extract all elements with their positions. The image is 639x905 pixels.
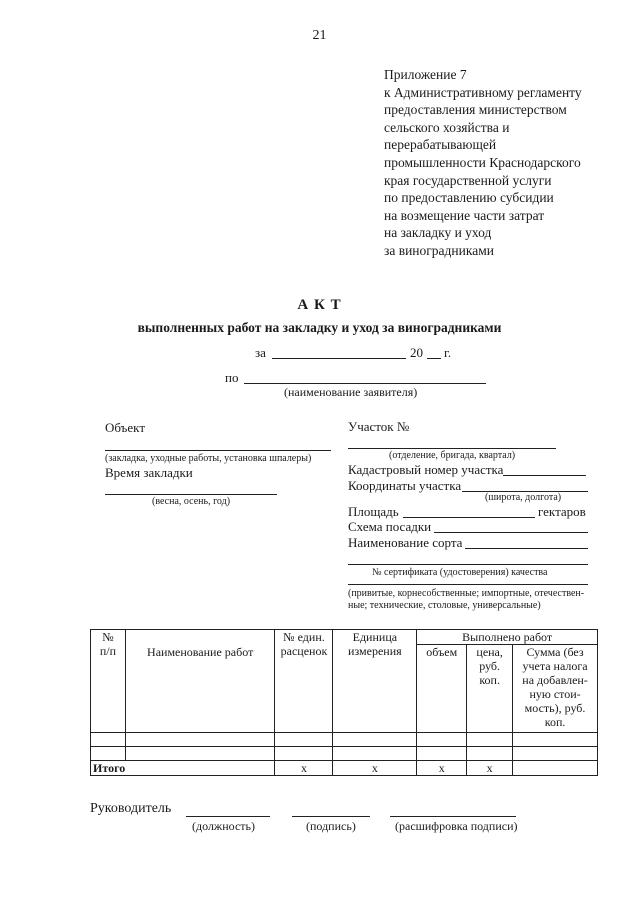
appendix-line: на возмещение части затрат xyxy=(384,207,545,223)
time-label: Время закладки xyxy=(105,465,193,480)
header-sum-line: на добавлен- xyxy=(522,673,588,687)
period-year-prefix: 20 xyxy=(410,345,423,360)
header-num-line: п/п xyxy=(99,644,117,658)
document-subtitle: выполненных работ на закладку и уход за виноградниками xyxy=(137,320,502,335)
certificate-field[interactable] xyxy=(348,564,588,565)
header-unit xyxy=(333,630,417,733)
header-unit-line: Единица xyxy=(352,630,398,644)
table-row xyxy=(91,733,598,747)
certificate-caption: № сертификата (удостоверения) качества xyxy=(372,567,548,578)
appendix-line: по предоставлению субсидии xyxy=(384,190,554,206)
name-field[interactable] xyxy=(390,816,516,817)
table-cell[interactable] xyxy=(417,733,467,747)
period-year-suffix: г. xyxy=(444,345,452,360)
time-caption: (весна, осень, год) xyxy=(152,496,231,507)
header-price-line: коп. xyxy=(479,673,500,687)
appendix-line: перерабатывающей xyxy=(384,137,497,153)
plot-field[interactable] xyxy=(348,448,556,449)
plot-label: Участок № xyxy=(348,419,410,434)
table-cell[interactable] xyxy=(125,747,275,761)
period-field[interactable] xyxy=(272,358,406,359)
table-total-row xyxy=(91,761,598,776)
variety-field[interactable] xyxy=(465,548,588,549)
appendix-block xyxy=(384,66,582,260)
period-prefix: за xyxy=(255,345,266,360)
signature-caption: (подпись) xyxy=(306,819,356,833)
table-cell[interactable] xyxy=(467,747,513,761)
table-cell[interactable] xyxy=(125,733,275,747)
appendix-line: сельского хозяйства и xyxy=(384,119,510,135)
appendix-line: промышленности Краснодарского xyxy=(384,154,581,170)
header-sum xyxy=(513,645,598,733)
header-price xyxy=(467,645,513,733)
header-num xyxy=(91,630,126,733)
table-cell[interactable] xyxy=(333,733,417,747)
appendix-line: предоставления министерством xyxy=(384,102,567,118)
header-work-name: Наименование работ xyxy=(125,630,275,733)
types-field[interactable] xyxy=(348,584,588,585)
header-sum-line: мость), руб. xyxy=(524,701,586,715)
header-sum-line: Сумма (без xyxy=(526,645,584,659)
header-price-number-line: расценок xyxy=(280,644,328,658)
page-number: 21 xyxy=(312,28,327,43)
table-cell[interactable] xyxy=(275,733,333,747)
table-cell[interactable] xyxy=(417,747,467,761)
total-unit: х xyxy=(333,761,417,776)
signature-field[interactable] xyxy=(292,816,370,817)
table-cell[interactable] xyxy=(91,747,126,761)
appendix-line: края государственной услуги xyxy=(384,172,552,188)
coords-caption: (широта, долгота) xyxy=(485,492,562,503)
plot-caption: (отделение, бригада, квартал) xyxy=(389,450,516,461)
header-price-number xyxy=(275,630,333,733)
signature-label: Руководитель xyxy=(90,801,172,816)
table-cell[interactable] xyxy=(513,733,598,747)
object-field[interactable] xyxy=(105,450,331,451)
table-cell[interactable] xyxy=(333,747,417,761)
header-sum-line: коп. xyxy=(544,715,566,729)
header-price-number-line: № един. xyxy=(283,630,325,644)
header-sum-line: ную стои- xyxy=(529,687,581,701)
document-title: А К Т xyxy=(297,297,342,313)
header-unit-line: измерения xyxy=(348,644,402,658)
appendix-line: Приложение 7 xyxy=(384,67,467,82)
period-year-field[interactable] xyxy=(427,358,441,359)
applicant-prefix: по xyxy=(225,370,239,385)
coords-label: Координаты участка xyxy=(348,478,462,493)
applicant-caption: (наименование заявителя) xyxy=(284,385,418,399)
total-sum[interactable] xyxy=(513,761,598,776)
appendix-line: к Административному регламенту xyxy=(384,84,582,100)
table-row xyxy=(91,747,598,761)
total-label: Итого xyxy=(91,761,275,776)
scheme-field[interactable] xyxy=(434,532,588,533)
table-cell[interactable] xyxy=(275,747,333,761)
header-done: Выполнено работ xyxy=(417,630,598,645)
total-price: х xyxy=(467,761,513,776)
header-volume: объем xyxy=(417,645,467,733)
area-label: Площадь xyxy=(348,504,399,519)
position-field[interactable] xyxy=(186,816,270,817)
types-caption-line-2: ные; технические, столовые, универсальные) xyxy=(348,600,541,611)
header-price-line: цена, xyxy=(476,645,503,659)
total-price-number: х xyxy=(275,761,333,776)
area-field[interactable] xyxy=(403,517,535,518)
appendix-line: за виноградниками xyxy=(384,242,494,258)
position-caption: (должность) xyxy=(192,819,255,833)
name-caption: (расшифровка подписи) xyxy=(395,819,518,833)
object-label: Объект xyxy=(105,420,145,435)
works-table xyxy=(90,629,598,776)
appendix-line: на закладку и уход xyxy=(384,225,492,241)
header-price-line: руб. xyxy=(479,659,501,673)
applicant-field[interactable] xyxy=(244,383,486,384)
area-unit: гектаров xyxy=(538,504,586,519)
variety-label: Наименование сорта xyxy=(348,535,463,550)
time-field[interactable] xyxy=(105,494,277,495)
object-caption: (закладка, уходные работы, установка шпалеры) xyxy=(105,453,312,464)
header-sum-line: учета налога xyxy=(522,659,588,673)
types-caption-line-1: (привитые, корнесобственные; импортные, отечествен- xyxy=(348,588,585,599)
table-cell[interactable] xyxy=(467,733,513,747)
table-cell[interactable] xyxy=(513,747,598,761)
cadastral-field[interactable] xyxy=(503,475,586,476)
table-cell[interactable] xyxy=(91,733,126,747)
cadastral-label: Кадастровый номер участка xyxy=(348,462,504,477)
scheme-label: Схема посадки xyxy=(348,519,432,534)
total-volume: х xyxy=(417,761,467,776)
header-num-line: № xyxy=(102,630,114,644)
